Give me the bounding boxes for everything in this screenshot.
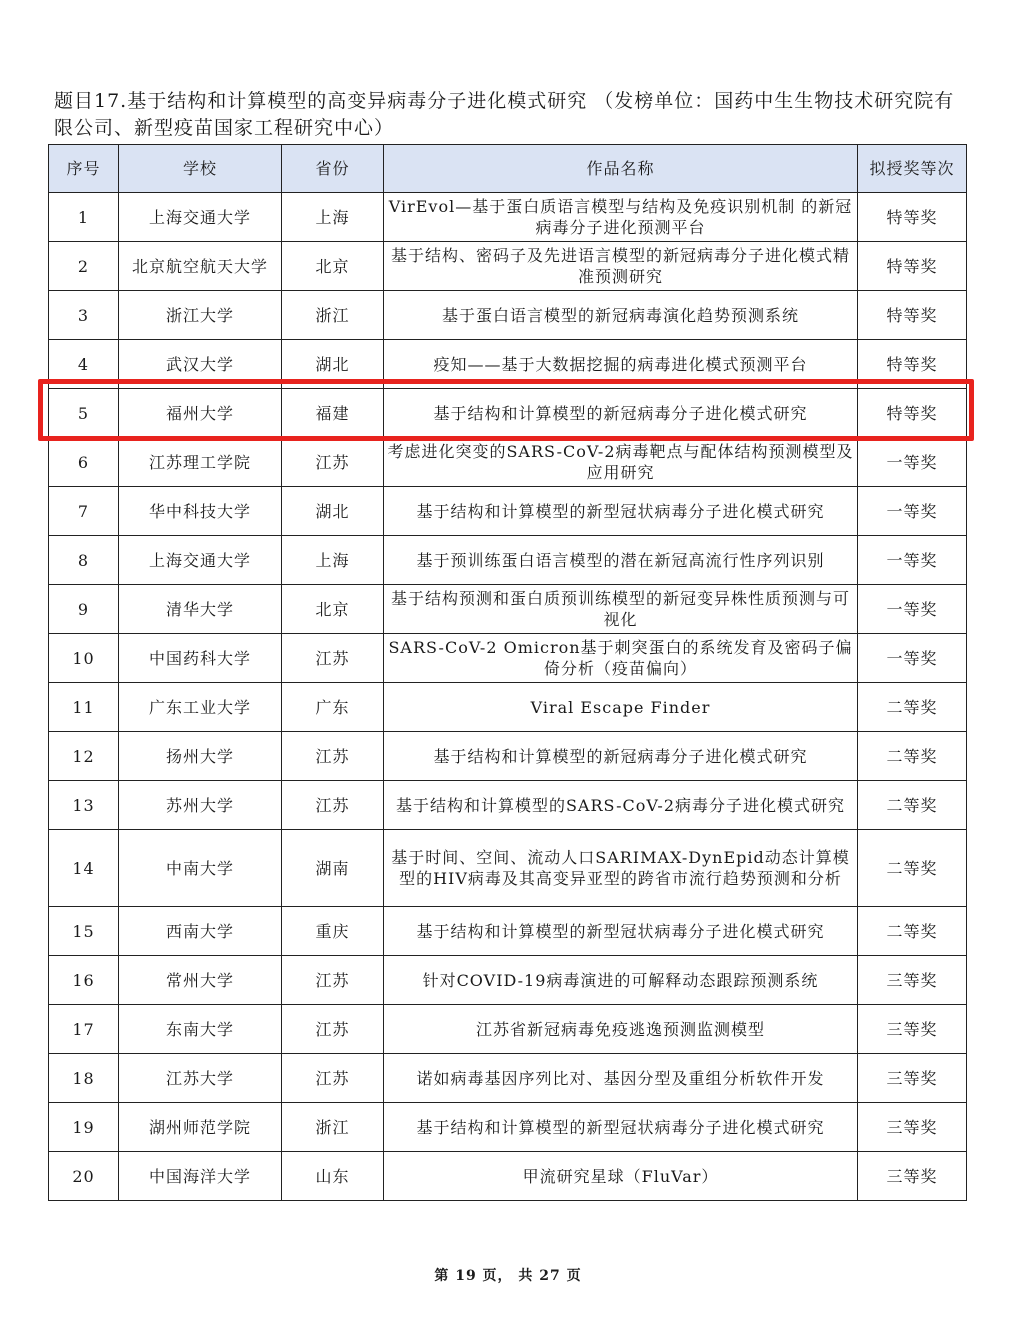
cell-school: 华中科技大学 (119, 487, 282, 536)
header-no: 序号 (49, 145, 119, 193)
cell-award: 三等奖 (858, 1054, 967, 1103)
cell-school: 广东工业大学 (119, 683, 282, 732)
cell-school: 江苏理工学院 (119, 438, 282, 487)
cell-school: 中国海洋大学 (119, 1152, 282, 1201)
cell-work: 江苏省新冠病毒免疫逃逸预测监测模型 (384, 1005, 858, 1054)
cell-work: 基于结构和计算模型的新冠病毒分子进化模式研究 (384, 732, 858, 781)
table-row (49, 438, 967, 487)
cell-award: 一等奖 (858, 634, 967, 683)
cell-province: 上海 (282, 536, 384, 585)
cell-award: 二等奖 (858, 830, 967, 907)
table-row (49, 389, 967, 438)
cell-no: 6 (49, 438, 119, 487)
table-row (49, 830, 967, 907)
cell-work: VirEvol—基于蛋白质语言模型与结构及免疫识别机制 的新冠病毒分子进化预测平台 (384, 193, 858, 242)
cell-school: 福州大学 (119, 389, 282, 438)
cell-province: 湖北 (282, 340, 384, 389)
cell-school: 湖州师范学院 (119, 1103, 282, 1152)
table-row (49, 907, 967, 956)
page-title: 题目17.基于结构和计算模型的高变异病毒分子进化模式研究 （发榜单位：国药中生生物技术研究院有限公司、新型疫苗国家工程研究中心） (54, 90, 955, 139)
cell-work: Viral Escape Finder (384, 683, 858, 732)
cell-province: 福建 (282, 389, 384, 438)
cell-school: 东南大学 (119, 1005, 282, 1054)
cell-school: 江苏大学 (119, 1054, 282, 1103)
cell-award: 特等奖 (858, 291, 967, 340)
table-row (49, 340, 967, 389)
cell-school: 苏州大学 (119, 781, 282, 830)
cell-no: 14 (49, 830, 119, 907)
table-row (49, 291, 967, 340)
cell-no: 7 (49, 487, 119, 536)
cell-work: 基于结构和计算模型的新型冠状病毒分子进化模式研究 (384, 1103, 858, 1152)
cell-school: 北京航空航天大学 (119, 242, 282, 291)
cell-no: 4 (49, 340, 119, 389)
cell-province: 上海 (282, 193, 384, 242)
cell-award: 三等奖 (858, 956, 967, 1005)
table-row (49, 487, 967, 536)
cell-award: 二等奖 (858, 781, 967, 830)
table-row (49, 242, 967, 291)
table-row (49, 781, 967, 830)
cell-school: 中南大学 (119, 830, 282, 907)
cell-no: 13 (49, 781, 119, 830)
header-province: 省份 (282, 145, 384, 193)
cell-province: 山东 (282, 1152, 384, 1201)
cell-no: 1 (49, 193, 119, 242)
cell-work: 疫知——基于大数据挖掘的病毒进化模式预测平台 (384, 340, 858, 389)
cell-province: 广东 (282, 683, 384, 732)
cell-work: 基于结构预测和蛋白质预训练模型的新冠变异株性质预测与可视化 (384, 585, 858, 634)
cell-work: 基于结构和计算模型的新型冠状病毒分子进化模式研究 (384, 907, 858, 956)
cell-award: 特等奖 (858, 389, 967, 438)
cell-award: 三等奖 (858, 1152, 967, 1201)
cell-no: 15 (49, 907, 119, 956)
cell-work: 甲流研究星球（FluVar） (384, 1152, 858, 1201)
table-row (49, 193, 967, 242)
cell-school: 上海交通大学 (119, 536, 282, 585)
cell-work: SARS-CoV-2 Omicron基于刺突蛋白的系统发育及密码子偏倚分析（疫苗偏向） (384, 634, 858, 683)
cell-award: 二等奖 (858, 907, 967, 956)
table-header-row (49, 145, 967, 193)
table-row (49, 732, 967, 781)
table-row (49, 634, 967, 683)
cell-province: 浙江 (282, 291, 384, 340)
cell-award: 一等奖 (858, 438, 967, 487)
cell-award: 一等奖 (858, 536, 967, 585)
cell-province: 江苏 (282, 781, 384, 830)
table-row (49, 536, 967, 585)
cell-province: 江苏 (282, 956, 384, 1005)
cell-no: 17 (49, 1005, 119, 1054)
cell-work: 基于时间、空间、流动人口SARIMAX-DynEpid动态计算模型的HIV病毒及其高变异亚型的跨省市流行趋势预测和分析 (384, 830, 858, 907)
cell-school: 扬州大学 (119, 732, 282, 781)
table-row (49, 1054, 967, 1103)
cell-province: 湖南 (282, 830, 384, 907)
cell-award: 二等奖 (858, 732, 967, 781)
cell-award: 三等奖 (858, 1103, 967, 1152)
award-table (48, 144, 967, 1201)
cell-no: 18 (49, 1054, 119, 1103)
cell-province: 江苏 (282, 732, 384, 781)
cell-work: 基于蛋白语言模型的新冠病毒演化趋势预测系统 (384, 291, 858, 340)
cell-province: 湖北 (282, 487, 384, 536)
table-row (49, 956, 967, 1005)
cell-no: 10 (49, 634, 119, 683)
cell-school: 武汉大学 (119, 340, 282, 389)
header-school: 学校 (119, 145, 282, 193)
cell-no: 3 (49, 291, 119, 340)
cell-award: 一等奖 (858, 487, 967, 536)
cell-award: 三等奖 (858, 1005, 967, 1054)
header-award: 拟授奖等次 (858, 145, 967, 193)
cell-school: 西南大学 (119, 907, 282, 956)
cell-province: 重庆 (282, 907, 384, 956)
cell-award: 特等奖 (858, 193, 967, 242)
cell-award: 二等奖 (858, 683, 967, 732)
cell-no: 11 (49, 683, 119, 732)
cell-work: 基于预训练蛋白语言模型的潜在新冠高流行性序列识别 (384, 536, 858, 585)
cell-school: 常州大学 (119, 956, 282, 1005)
cell-work: 考虑进化突变的SARS-CoV-2病毒靶点与配体结构预测模型及应用研究 (384, 438, 858, 487)
cell-no: 20 (49, 1152, 119, 1201)
cell-province: 江苏 (282, 438, 384, 487)
cell-no: 2 (49, 242, 119, 291)
cell-school: 上海交通大学 (119, 193, 282, 242)
page-footer: 第 19 页， 共 27 页 (434, 1268, 582, 1284)
table-row (49, 1103, 967, 1152)
cell-work: 基于结构和计算模型的新冠病毒分子进化模式研究 (384, 389, 858, 438)
cell-no: 8 (49, 536, 119, 585)
cell-award: 特等奖 (858, 242, 967, 291)
cell-province: 江苏 (282, 1005, 384, 1054)
header-work: 作品名称 (384, 145, 858, 193)
table-row (49, 585, 967, 634)
cell-province: 江苏 (282, 1054, 384, 1103)
cell-school: 清华大学 (119, 585, 282, 634)
table-row (49, 1152, 967, 1201)
cell-work: 针对COVID-19病毒演进的可解释动态跟踪预测系统 (384, 956, 858, 1005)
cell-work: 基于结构和计算模型的SARS-CoV-2病毒分子进化模式研究 (384, 781, 858, 830)
cell-award: 一等奖 (858, 585, 967, 634)
cell-work: 诺如病毒基因序列比对、基因分型及重组分析软件开发 (384, 1054, 858, 1103)
cell-province: 浙江 (282, 1103, 384, 1152)
cell-school: 中国药科大学 (119, 634, 282, 683)
cell-no: 19 (49, 1103, 119, 1152)
cell-province: 江苏 (282, 634, 384, 683)
cell-no: 5 (49, 389, 119, 438)
cell-work: 基于结构和计算模型的新型冠状病毒分子进化模式研究 (384, 487, 858, 536)
cell-no: 16 (49, 956, 119, 1005)
cell-province: 北京 (282, 585, 384, 634)
cell-award: 特等奖 (858, 340, 967, 389)
cell-no: 9 (49, 585, 119, 634)
table-row (49, 683, 967, 732)
cell-school: 浙江大学 (119, 291, 282, 340)
cell-province: 北京 (282, 242, 384, 291)
cell-work: 基于结构、密码子及先进语言模型的新冠病毒分子进化模式精准预测研究 (384, 242, 858, 291)
cell-no: 12 (49, 732, 119, 781)
table-row (49, 1005, 967, 1054)
